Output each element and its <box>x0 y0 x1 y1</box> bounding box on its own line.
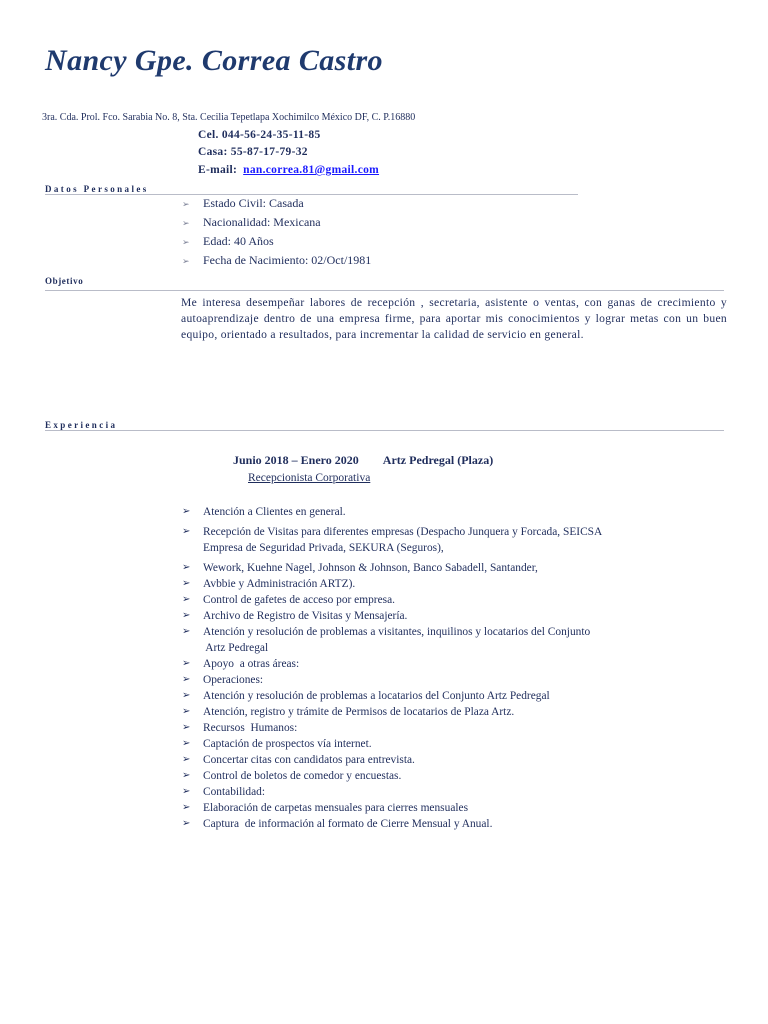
experience-item <box>182 688 602 704</box>
bullet-arrow-icon: ➢ <box>182 690 191 701</box>
bullet-arrow-icon: ➢ <box>182 738 191 749</box>
section-divider <box>45 290 724 291</box>
experience-item-text: Apoyo a otras áreas: <box>203 658 300 670</box>
candidate-name: Nancy Gpe. Correa Castro <box>45 44 383 77</box>
experience-item <box>182 560 602 576</box>
experience-item <box>182 816 602 832</box>
experience-item-text: Recepción de Visitas para diferentes empresas (Despacho Junquera y Forcada, SEICSA Empresa de Seguridad Privada, SEKURA (Seguros), <box>203 526 603 554</box>
bullet-arrow-icon: ➢ <box>182 786 191 797</box>
job-header <box>233 453 493 468</box>
bullet-arrow-icon: ➢ <box>182 237 190 247</box>
objective-text: Me interesa desempeñar labores de recepción , secretaria, asistente o ventas, con ganas de crecimiento y autoaprendizaje dentro de una empresa firme, para aportar mis conocimientos y lograr metas con un buen equipo, orientado a resultados, para incrementar la calidad de servicio en general. <box>181 296 727 341</box>
experience-item-text: Atención, registro y trámite de Permisos de locatarios de Plaza Artz. <box>203 706 515 718</box>
personal-list <box>182 194 371 270</box>
experience-item <box>182 736 602 752</box>
experience-item-text: Atención y resolución de problemas a locatarios del Conjunto Artz Pedregal <box>203 690 550 702</box>
experience-item <box>182 656 602 672</box>
job-period: Junio 2018 – Enero 2020 <box>233 453 359 467</box>
bullet-arrow-icon: ➢ <box>182 256 190 266</box>
experience-item-text: Captura de información al formato de Cierre Mensual y Anual. <box>203 818 493 830</box>
experience-item <box>182 800 602 816</box>
experience-item <box>182 576 602 592</box>
bullet-arrow-icon: ➢ <box>182 562 191 573</box>
personal-item <box>182 232 371 251</box>
email-line <box>198 164 379 176</box>
experience-item <box>182 768 602 784</box>
bullet-arrow-icon: ➢ <box>182 658 191 669</box>
cell-phone: Cel. 044-56-24-35-11-85 <box>198 129 321 141</box>
email-label: E-mail: <box>198 164 238 176</box>
personal-item <box>182 251 371 270</box>
bullet-arrow-icon: ➢ <box>182 594 191 605</box>
personal-item <box>182 194 371 213</box>
experience-item <box>182 624 602 656</box>
bullet-arrow-icon: ➢ <box>182 506 191 517</box>
section-divider <box>45 430 724 431</box>
bullet-arrow-icon: ➢ <box>182 218 190 228</box>
experience-item-text: Recursos Humanos: <box>203 722 298 734</box>
experience-item <box>182 784 602 800</box>
personal-item-text: Fecha de Nacimiento: 02/Oct/1981 <box>203 253 372 267</box>
experience-item-text: Wework, Kuehne Nagel, Johnson & Johnson, Banco Sabadell, Santander, <box>203 562 538 574</box>
bullet-arrow-icon: ➢ <box>182 610 191 621</box>
experience-list <box>182 504 602 832</box>
bullet-arrow-icon: ➢ <box>182 754 191 765</box>
personal-item <box>182 213 371 232</box>
bullet-arrow-icon: ➢ <box>182 578 191 589</box>
experience-item-text: Control de gafetes de acceso por empresa. <box>203 594 395 606</box>
bullet-arrow-icon: ➢ <box>182 199 190 209</box>
personal-item-text: Nacionalidad: Mexicana <box>203 215 321 229</box>
home-phone: Casa: 55-87-17-79-32 <box>198 146 308 158</box>
experience-item-text: Concertar citas con candidatos para entrevista. <box>203 754 415 766</box>
experience-item <box>182 524 602 556</box>
experience-item <box>182 592 602 608</box>
experience-item-text: Captación de prospectos vía internet. <box>203 738 372 750</box>
experience-item <box>182 672 602 688</box>
bullet-arrow-icon: ➢ <box>182 818 191 829</box>
experience-item-text: Atención a Clientes en general. <box>203 506 346 518</box>
experience-item-text: Control de boletos de comedor y encuestas. <box>203 770 402 782</box>
experience-item-text: Atención y resolución de problemas a visitantes, inquilinos y locatarios del Conjunto Artz Pedregal <box>203 626 591 654</box>
experience-item <box>182 504 602 520</box>
bullet-arrow-icon: ➢ <box>182 626 191 637</box>
bullet-arrow-icon: ➢ <box>182 802 191 813</box>
email-link[interactable]: nan.correa.81@gmail.com <box>243 164 380 176</box>
experience-item-text: Contabilidad: <box>203 786 266 798</box>
experience-item <box>182 704 602 720</box>
bullet-arrow-icon: ➢ <box>182 526 191 537</box>
address: 3ra. Cda. Prol. Fco. Sarabia No. 8, Sta. Cecilia Tepetlapa Xochimilco México DF, C. P.16880 <box>42 112 416 123</box>
experience-item <box>182 608 602 624</box>
experience-item <box>182 752 602 768</box>
bullet-arrow-icon: ➢ <box>182 706 191 717</box>
section-title-personal: Datos Personales <box>45 184 149 194</box>
job-position: Recepcionista Corporativa <box>248 472 371 484</box>
experience-item-text: Archivo de Registro de Visitas y Mensajería. <box>203 610 408 622</box>
section-title-objective: Objetivo <box>45 276 84 286</box>
experience-item-text: Avbbie y Administración ARTZ). <box>203 578 356 590</box>
bullet-arrow-icon: ➢ <box>182 770 191 781</box>
job-company: Artz Pedregal (Plaza) <box>382 453 494 467</box>
personal-item-text: Edad: 40 Años <box>203 234 274 248</box>
experience-item-text: Elaboración de carpetas mensuales para cierres mensuales <box>203 802 469 814</box>
personal-item-text: Estado Civil: Casada <box>203 196 304 210</box>
bullet-arrow-icon: ➢ <box>182 674 191 685</box>
bullet-arrow-icon: ➢ <box>182 722 191 733</box>
experience-item <box>182 720 602 736</box>
section-title-experience: Experiencia <box>45 420 118 430</box>
experience-item-text: Operaciones: <box>203 674 264 686</box>
